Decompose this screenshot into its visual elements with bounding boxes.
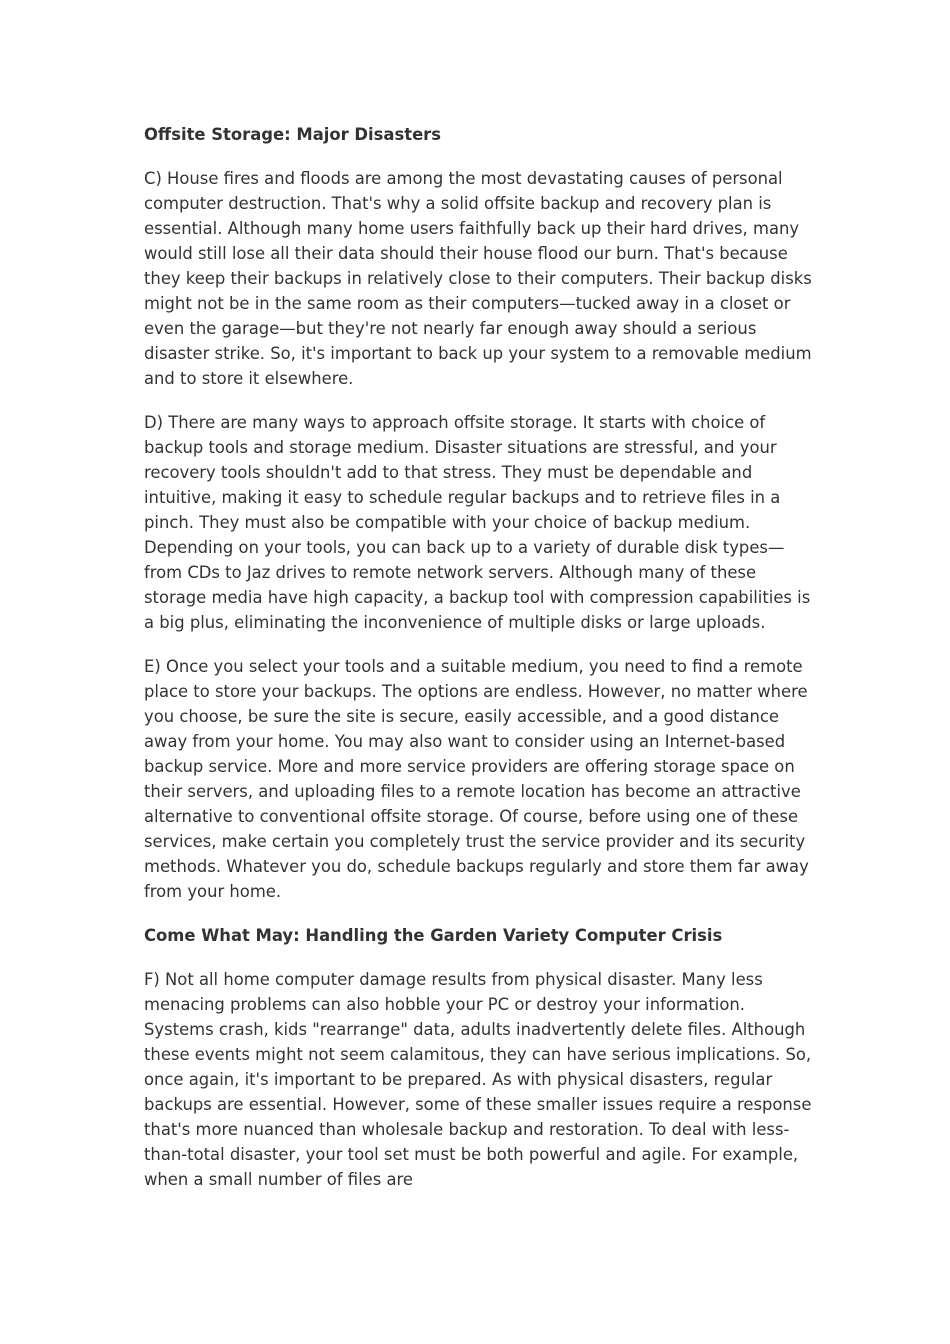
document-page	[144, 122, 812, 1211]
paragraph-e: E) Once you select your tools and a suitable medium, you need to find a remote place to store your backups. The options are endless. However, no matter where you choose, be sure the site is secure, easily accessible, and a good distance away from your home. You may also want to consider using an Internet-based backup service. More and more service providers are offering storage space on their servers, and uploading files to a remote location has become an attractive alternative to conventional offsite storage. Of course, before using one of these services, make certain you completely trust the service provider and its security methods. Whatever you do, schedule backups regularly and store them far away from your home.	[144, 657, 809, 901]
section-heading-come-what-may: Come What May: Handling the Garden Variety Computer Crisis	[144, 926, 723, 945]
paragraph-d: D) There are many ways to approach offsite storage. It starts with choice of backup tools and storage medium. Disaster situations are stressful, and your recovery tools shouldn't add to that stress. They must be dependable and intuitive, making it easy to schedule regular backups and to retrieve files in a pinch. They must also be compatible with your choice of backup medium. Depending on your tools, you can back up to a variety of durable disk types—from CDs to Jaz drives to remote network servers. Although many of these storage media have high capacity, a backup tool with compression capabilities is a big plus, eliminating the inconvenience of multiple disks or large uploads.	[144, 413, 811, 632]
paragraph-c: C) House fires and floods are among the most devastating causes of personal computer destruction. That's why a solid offsite backup and recovery plan is essential. Although many home users faithfully back up their hard drives, many would still lose all their data should their house flood our burn. That's because they keep their backups in relatively close to their computers. Their backup disks might not be in the same room as their computers—tucked away in a closet or even the garage—but they're not nearly far enough away should a serious disaster strike. So, it's important to back up your system to a removable medium and to store it elsewhere.	[144, 169, 812, 388]
section-heading-offsite-storage: Offsite Storage: Major Disasters	[144, 125, 442, 144]
paragraph-f: F) Not all home computer damage results from physical disaster. Many less menacing problems can also hobble your PC or destroy your information. Systems crash, kids "rearrange" data, adults inadvertently delete files. Although these events might not seem calamitous, they can have serious implications. So, once again, it's important to be prepared. As with physical disasters, regular backups are essential. However, some of these smaller issues require a response that's more nuanced than wholesale backup and restoration. To deal with less-than-total disaster, your tool set must be both powerful and agile. For example, when a small number of files are	[144, 970, 812, 1189]
